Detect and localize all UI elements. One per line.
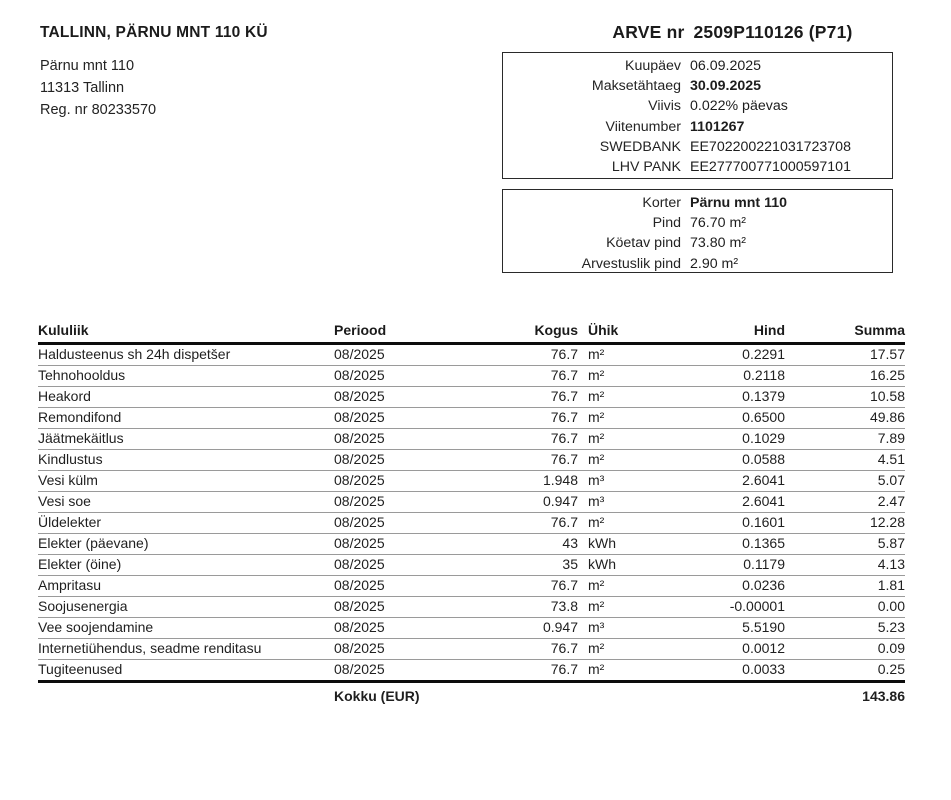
cell-summa: 10.58 xyxy=(785,387,905,408)
table-header-row xyxy=(38,320,905,344)
table-row xyxy=(38,576,905,597)
cell-periood: 08/2025 xyxy=(334,450,438,471)
cell-kululiik: Vee soojendamine xyxy=(38,618,334,639)
cell-yhik: m² xyxy=(578,513,660,534)
cell-yhik: m³ xyxy=(578,492,660,513)
cell-kululiik: Vesi soe xyxy=(38,492,334,513)
cell-summa: 49.86 xyxy=(785,408,905,429)
table-row xyxy=(38,513,905,534)
info-value: 1101267 xyxy=(690,118,745,135)
info-value: EE702200221031723708 xyxy=(690,138,851,155)
cell-yhik: m³ xyxy=(578,471,660,492)
cell-kogus: 43 xyxy=(438,534,578,555)
cell-summa: 4.13 xyxy=(785,555,905,576)
cell-periood: 08/2025 xyxy=(334,555,438,576)
info-label: Kuupäev xyxy=(624,58,681,74)
cell-kululiik: Tehnohooldus xyxy=(38,366,334,387)
cell-yhik: m² xyxy=(578,429,660,450)
cell-hind: 0.0236 xyxy=(660,576,785,597)
info-row xyxy=(503,233,892,253)
col-header-yhik: Ühik xyxy=(578,320,660,344)
seller-name: TALLINN, PÄRNU MNT 110 KÜ xyxy=(40,24,268,41)
col-header-periood: Periood xyxy=(334,320,438,344)
cell-hind: 0.2291 xyxy=(660,344,785,366)
cell-hind: 0.0588 xyxy=(660,450,785,471)
info-row xyxy=(503,193,892,213)
cell-kululiik: Elekter (öine) xyxy=(38,555,334,576)
cell-hind: -0.00001 xyxy=(660,597,785,618)
cell-hind: 0.1029 xyxy=(660,429,785,450)
cell-kululiik: Kindlustus xyxy=(38,450,334,471)
cell-yhik: m² xyxy=(578,344,660,366)
seller-reg-number: Reg. nr 80233570 xyxy=(40,102,157,118)
cell-hind: 0.0033 xyxy=(660,660,785,682)
property-details-box xyxy=(502,189,893,273)
table-row xyxy=(38,534,905,555)
info-value: Pärnu mnt 110 xyxy=(690,195,787,211)
cell-yhik: kWh xyxy=(578,534,660,555)
cell-periood: 08/2025 xyxy=(334,513,438,534)
cell-kogus: 1.948 xyxy=(438,471,578,492)
cell-kululiik: Heakord xyxy=(38,387,334,408)
cell-summa: 1.81 xyxy=(785,576,905,597)
cell-yhik: m² xyxy=(578,639,660,660)
cell-periood: 08/2025 xyxy=(334,576,438,597)
col-header-kululiik: Kululiik xyxy=(38,320,334,344)
cell-kogus: 76.7 xyxy=(438,576,578,597)
cell-kogus: 0.947 xyxy=(438,618,578,639)
cell-summa: 7.89 xyxy=(785,429,905,450)
total-label: Kokku (EUR) xyxy=(334,688,420,704)
seller-address-city: 11313 Tallinn xyxy=(40,80,125,96)
invoice-title xyxy=(505,22,951,43)
info-value: 2.90 m² xyxy=(690,255,739,272)
cell-kogus: 76.7 xyxy=(438,366,578,387)
cell-kogus: 76.7 xyxy=(438,513,578,534)
table-row xyxy=(38,366,905,387)
cell-kogus: 76.7 xyxy=(438,408,578,429)
info-value: 06.09.2025 xyxy=(690,58,762,74)
cell-yhik: m² xyxy=(578,387,660,408)
cell-summa: 2.47 xyxy=(785,492,905,513)
cell-hind: 0.1179 xyxy=(660,555,785,576)
cell-periood: 08/2025 xyxy=(334,408,438,429)
cell-yhik: m³ xyxy=(578,618,660,639)
table-row xyxy=(38,387,905,408)
col-header-kogus: Kogus xyxy=(438,320,578,344)
cell-yhik: kWh xyxy=(578,555,660,576)
info-row xyxy=(503,254,892,274)
total-spacer xyxy=(660,682,785,708)
cell-periood: 08/2025 xyxy=(334,471,438,492)
cell-hind: 0.6500 xyxy=(660,408,785,429)
table-row xyxy=(38,429,905,450)
table-row xyxy=(38,555,905,576)
cell-kululiik: Internetiühendus, seadme renditasu xyxy=(38,639,334,660)
invoice-title-prefix: ARVE nr xyxy=(612,22,685,42)
info-value: 76.70 m² xyxy=(690,215,746,232)
info-row xyxy=(503,117,892,137)
cell-periood: 08/2025 xyxy=(334,639,438,660)
info-label: Korter xyxy=(642,195,681,211)
cell-hind: 2.6041 xyxy=(660,471,785,492)
cell-yhik: m² xyxy=(578,450,660,471)
cell-periood: 08/2025 xyxy=(334,429,438,450)
cell-kogus: 76.7 xyxy=(438,450,578,471)
info-row xyxy=(503,96,892,116)
cell-summa: 5.07 xyxy=(785,471,905,492)
cell-summa: 5.23 xyxy=(785,618,905,639)
cell-hind: 0.1601 xyxy=(660,513,785,534)
col-header-hind: Hind xyxy=(660,320,785,344)
cell-kululiik: Remondifond xyxy=(38,408,334,429)
info-label: SWEDBANK xyxy=(599,138,681,155)
cell-kogus: 76.7 xyxy=(438,344,578,366)
charges-table xyxy=(38,320,905,707)
invoice-number: 2509P110126 (P71) xyxy=(693,22,853,42)
payment-details-box xyxy=(502,52,893,179)
cell-periood: 08/2025 xyxy=(334,387,438,408)
cell-periood: 08/2025 xyxy=(334,618,438,639)
cell-kogus: 76.7 xyxy=(438,387,578,408)
info-label: Viitenumber xyxy=(605,118,681,135)
table-row xyxy=(38,471,905,492)
info-row xyxy=(503,213,892,233)
table-row xyxy=(38,492,905,513)
cell-kululiik: Soojusenergia xyxy=(38,597,334,618)
cell-kogus: 0.947 xyxy=(438,492,578,513)
total-spacer xyxy=(38,682,334,708)
cell-kogus: 76.7 xyxy=(438,639,578,660)
cell-hind: 0.0012 xyxy=(660,639,785,660)
cell-summa: 5.87 xyxy=(785,534,905,555)
cell-periood: 08/2025 xyxy=(334,534,438,555)
cell-summa: 4.51 xyxy=(785,450,905,471)
cell-kululiik: Tugiteenused xyxy=(38,660,334,682)
info-row xyxy=(503,157,892,177)
table-row xyxy=(38,450,905,471)
cell-summa: 0.25 xyxy=(785,660,905,682)
cell-kululiik: Jäätmekäitlus xyxy=(38,429,334,450)
cell-hind: 0.2118 xyxy=(660,366,785,387)
cell-periood: 08/2025 xyxy=(334,597,438,618)
table-row xyxy=(38,597,905,618)
cell-kogus: 76.7 xyxy=(438,429,578,450)
cell-kululiik: Elekter (päevane) xyxy=(38,534,334,555)
info-label: Viivis xyxy=(648,98,681,115)
cell-summa: 0.09 xyxy=(785,639,905,660)
cell-kogus: 35 xyxy=(438,555,578,576)
cell-kululiik: Üldelekter xyxy=(38,513,334,534)
cell-summa: 0.00 xyxy=(785,597,905,618)
cell-summa: 12.28 xyxy=(785,513,905,534)
seller-address-street: Pärnu mnt 110 xyxy=(40,58,135,74)
info-value: 0.022% päevas xyxy=(690,98,788,115)
cell-yhik: m² xyxy=(578,660,660,682)
cell-periood: 08/2025 xyxy=(334,366,438,387)
cell-periood: 08/2025 xyxy=(334,344,438,366)
cell-yhik: m² xyxy=(578,576,660,597)
col-header-summa: Summa xyxy=(785,320,905,344)
cell-hind: 2.6041 xyxy=(660,492,785,513)
info-value: 30.09.2025 xyxy=(690,78,762,95)
cell-yhik: m² xyxy=(578,366,660,387)
cell-hind: 0.1379 xyxy=(660,387,785,408)
cell-periood: 08/2025 xyxy=(334,492,438,513)
total-row xyxy=(38,682,905,708)
cell-hind: 5.5190 xyxy=(660,618,785,639)
info-row xyxy=(503,76,892,96)
info-row xyxy=(503,137,892,157)
info-value: 73.80 m² xyxy=(690,235,746,252)
cell-kululiik: Haldusteenus sh 24h dispetšer xyxy=(38,344,334,366)
total-value: 143.86 xyxy=(862,688,905,704)
cell-periood: 08/2025 xyxy=(334,660,438,682)
cell-hind: 0.1365 xyxy=(660,534,785,555)
seller-block xyxy=(40,24,268,121)
cell-yhik: m² xyxy=(578,597,660,618)
info-value: EE277700771000597101 xyxy=(690,159,851,176)
table-row xyxy=(38,660,905,682)
table-row xyxy=(38,639,905,660)
table-body xyxy=(38,344,905,682)
cell-kululiik: Vesi külm xyxy=(38,471,334,492)
cell-kogus: 73.8 xyxy=(438,597,578,618)
cell-kululiik: Ampritasu xyxy=(38,576,334,597)
table-row xyxy=(38,408,905,429)
cell-summa: 17.57 xyxy=(785,344,905,366)
info-label: Pind xyxy=(652,215,681,232)
info-label: Köetav pind xyxy=(606,235,681,252)
cell-kogus: 76.7 xyxy=(438,660,578,682)
cell-yhik: m² xyxy=(578,408,660,429)
info-label: Maksetähtaeg xyxy=(591,78,681,95)
table-row xyxy=(38,344,905,366)
cell-summa: 16.25 xyxy=(785,366,905,387)
info-row xyxy=(503,56,892,76)
info-label: LHV PANK xyxy=(611,159,681,176)
info-label: Arvestuslik pind xyxy=(581,255,681,272)
table-row xyxy=(38,618,905,639)
